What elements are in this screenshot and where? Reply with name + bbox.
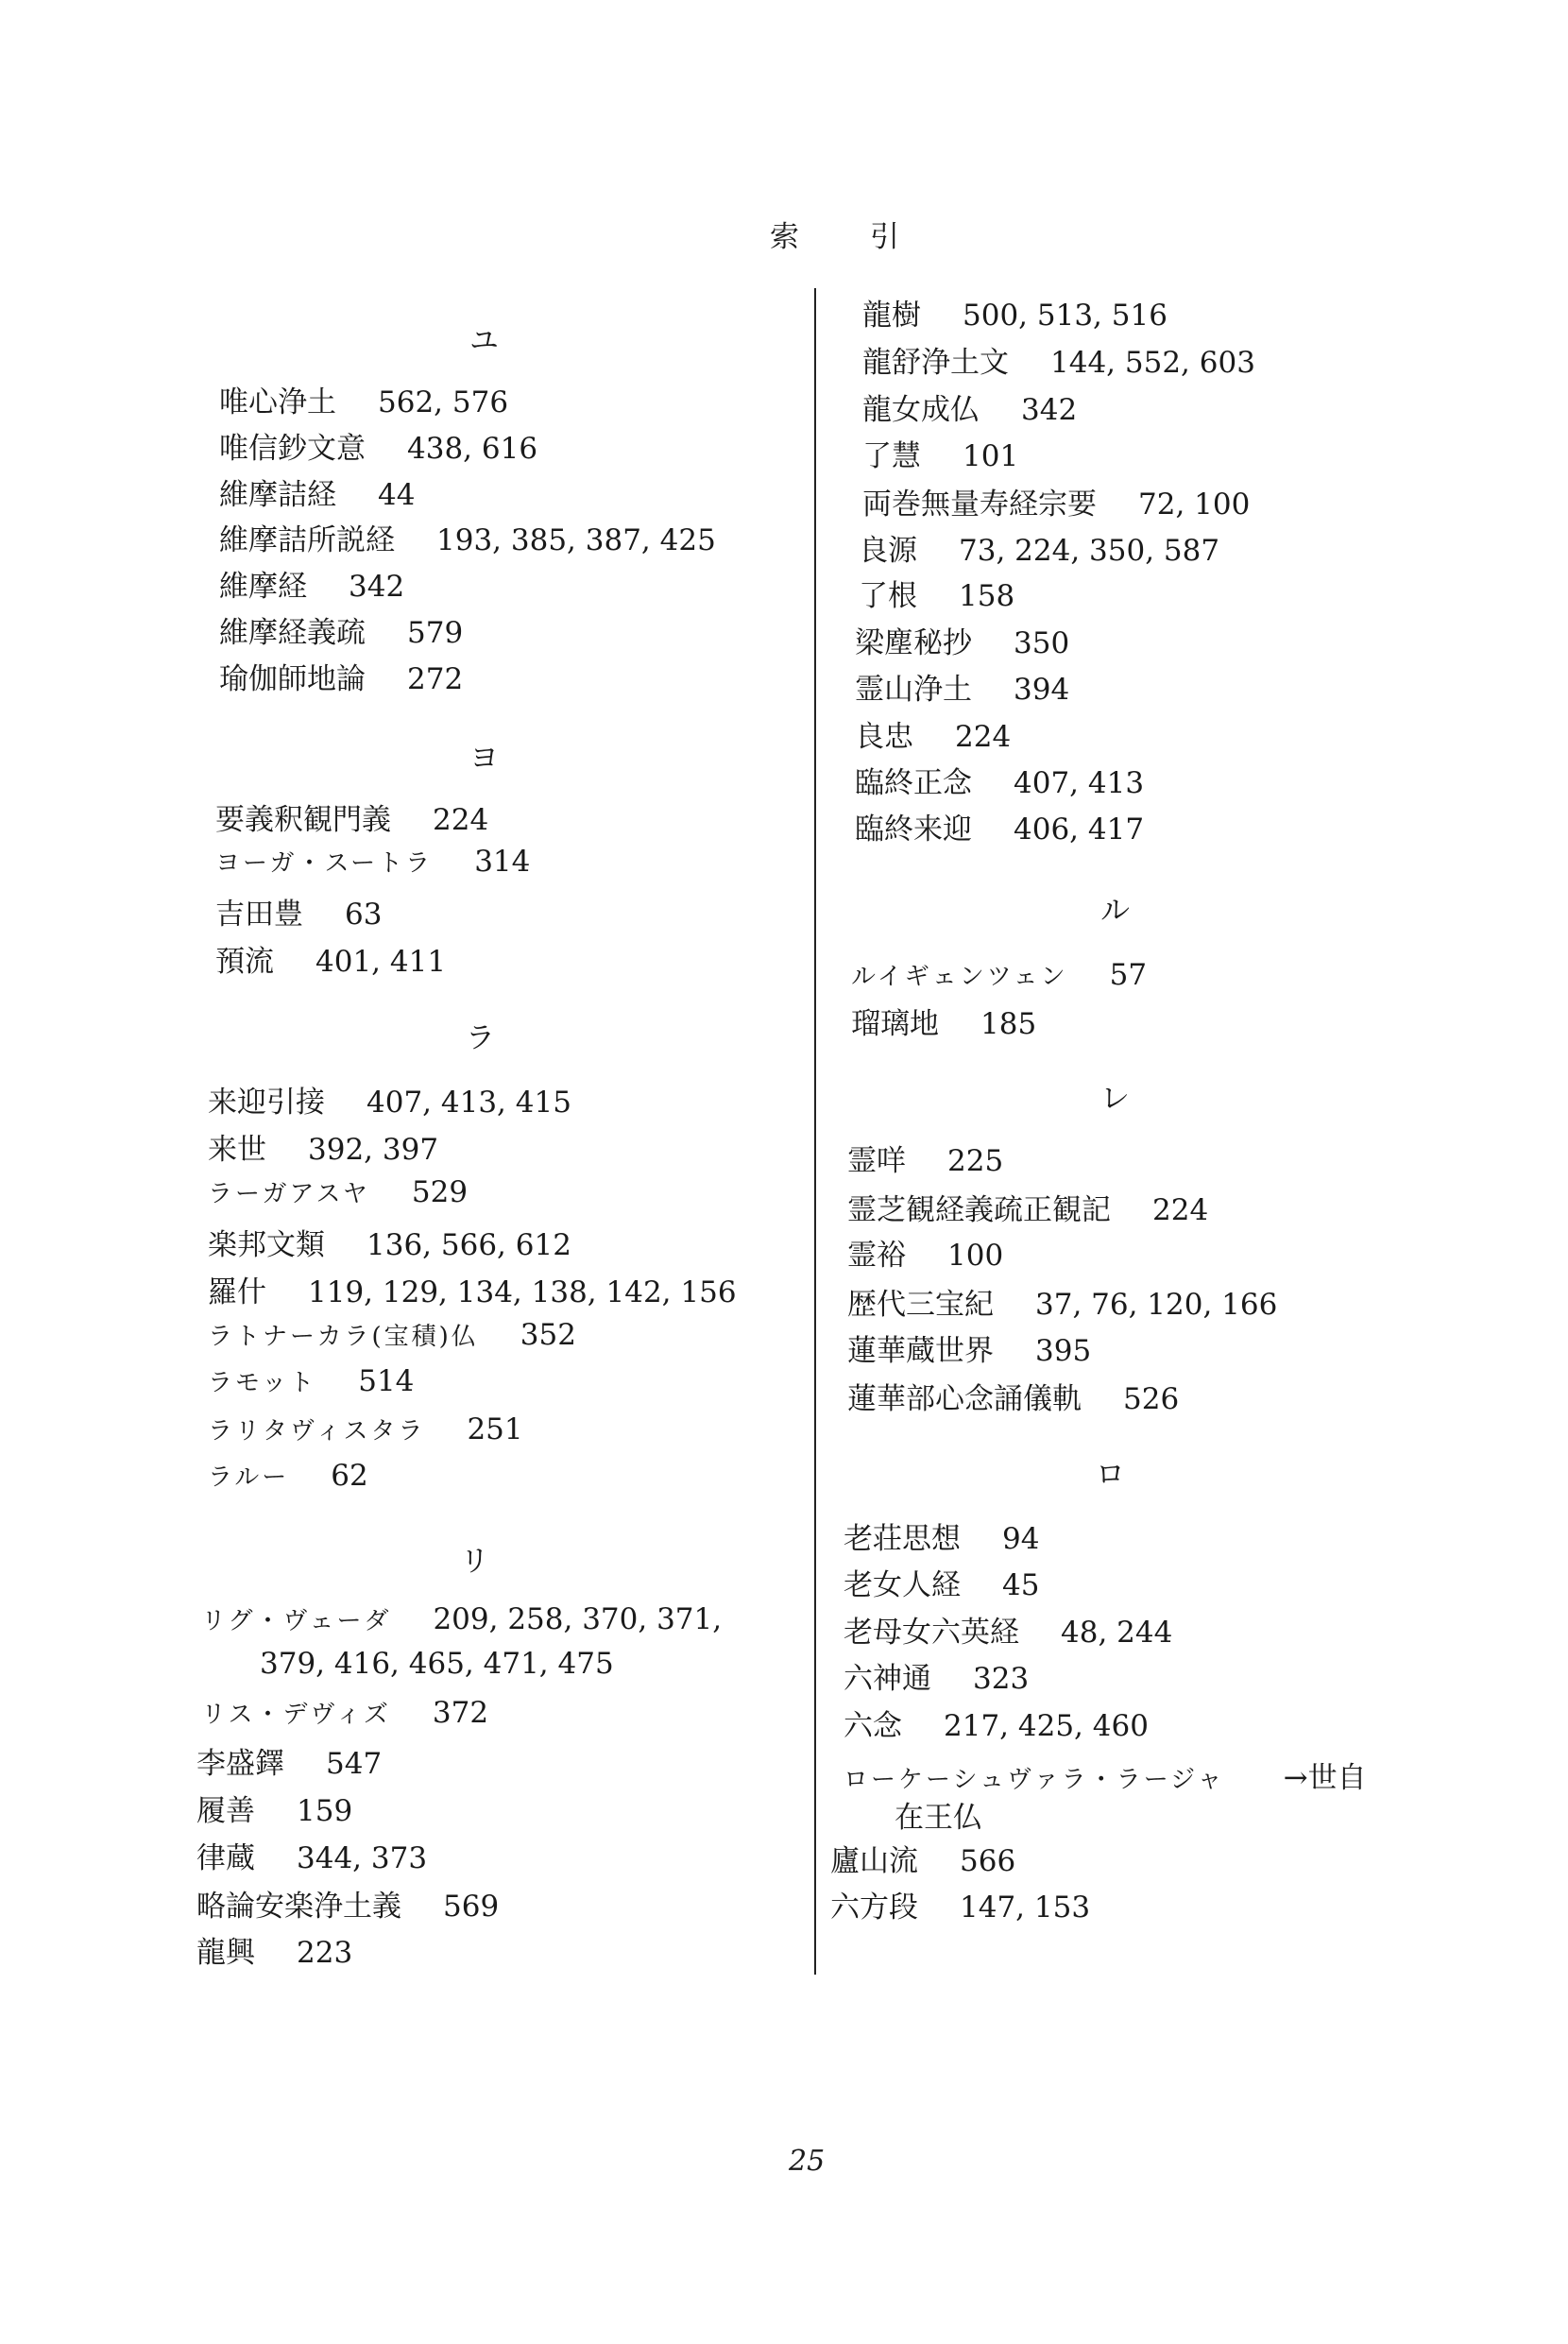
index-entry: 了慧 101 bbox=[862, 439, 1019, 473]
index-entry: 瑜伽師地論 272 bbox=[219, 662, 464, 696]
index-entry: 六念 217, 425, 460 bbox=[844, 1709, 1149, 1743]
index-entry: 預流 401, 411 bbox=[215, 945, 447, 979]
index-entry: 良源 73, 224, 350, 587 bbox=[859, 534, 1220, 568]
index-entry: 律蔵 344, 373 bbox=[196, 1841, 428, 1875]
section-heading-ri: リ bbox=[460, 1545, 489, 1579]
index-entry: 維摩詰経 44 bbox=[219, 478, 416, 512]
index-entry-continuation: 在王仏 bbox=[895, 1801, 982, 1835]
index-entry-continuation: 379, 416, 465, 471, 475 bbox=[260, 1647, 614, 1681]
index-entry: 吉田豊 63 bbox=[215, 898, 383, 932]
index-entry: 履善 159 bbox=[196, 1794, 353, 1828]
index-entry: 老女人経 45 bbox=[844, 1568, 1040, 1602]
index-entry: 来世 392, 397 bbox=[208, 1133, 439, 1167]
index-entry: リス・デヴィズ 372 bbox=[201, 1696, 489, 1730]
index-entry: 六方段 147, 153 bbox=[830, 1891, 1091, 1925]
index-entry: 楽邦文類 136, 566, 612 bbox=[208, 1228, 571, 1262]
index-entry: 唯信鈔文意 438, 616 bbox=[219, 432, 538, 466]
index-entry: 霊咩 225 bbox=[847, 1144, 1004, 1178]
section-heading-ra: ラ bbox=[466, 1021, 495, 1055]
index-entry: 要義釈観門義 224 bbox=[215, 803, 489, 837]
index-entry: 蓮華蔵世界 395 bbox=[847, 1334, 1092, 1368]
index-entry: 来迎引接 407, 413, 415 bbox=[208, 1086, 571, 1120]
index-entry: ヨーガ・スートラ 314 bbox=[215, 845, 531, 879]
index-entry: 維摩詰所説経 193, 385, 387, 425 bbox=[219, 523, 716, 557]
page-number: 25 bbox=[789, 2145, 826, 2178]
index-entry: 霊芝観経義疏正観記 224 bbox=[847, 1193, 1209, 1227]
index-entry: 霊裕 100 bbox=[847, 1239, 1004, 1273]
index-entry: 六神通 323 bbox=[844, 1662, 1030, 1696]
index-entry: ラトナーカラ(宝積)仏 352 bbox=[208, 1318, 576, 1352]
index-entry: 臨終正念 407, 413 bbox=[855, 766, 1145, 800]
index-entry: 唯心浄土 562, 576 bbox=[219, 385, 509, 419]
index-entry: 霊山浄土 394 bbox=[855, 673, 1070, 707]
index-entry: 蓮華部心念誦儀軌 526 bbox=[847, 1382, 1180, 1416]
index-entry: 龍興 223 bbox=[196, 1936, 353, 1970]
index-entry: 臨終来迎 406, 417 bbox=[855, 813, 1145, 847]
section-heading-ru: ル bbox=[1100, 894, 1130, 928]
index-entry: 梁塵秘抄 350 bbox=[855, 626, 1070, 660]
index-entry: ラモット 514 bbox=[208, 1364, 415, 1398]
index-entry: ラリタヴィスタラ 251 bbox=[208, 1412, 523, 1446]
section-heading-re: レ bbox=[1100, 1082, 1130, 1116]
index-entry: 両巻無量寿経宗要 72, 100 bbox=[862, 488, 1251, 522]
index-entry: ラルー 62 bbox=[208, 1459, 368, 1493]
index-entry: 維摩経義疏 579 bbox=[219, 616, 464, 650]
index-entry: 廬山流 566 bbox=[830, 1844, 1016, 1878]
index-entry: 瑠璃地 185 bbox=[851, 1007, 1037, 1041]
index-entry: 羅什 119, 129, 134, 138, 142, 156 bbox=[208, 1275, 737, 1309]
index-entry: ラーガアスヤ 529 bbox=[208, 1175, 469, 1209]
index-entry: 維摩経 342 bbox=[219, 570, 405, 604]
index-entry: 老荘思想 94 bbox=[844, 1522, 1040, 1556]
index-entry: 龍舒浄土文 144, 552, 603 bbox=[862, 346, 1255, 380]
column-divider bbox=[814, 288, 816, 1975]
index-entry: 李盛鐸 547 bbox=[196, 1747, 383, 1781]
index-entry: 老母女六英経 48, 244 bbox=[844, 1616, 1173, 1650]
index-entry: ルイギェンツェン 57 bbox=[851, 958, 1148, 992]
section-heading-yu: ユ bbox=[469, 324, 499, 358]
index-entry: 龍女成仏 342 bbox=[862, 393, 1078, 427]
index-entry: 了根 158 bbox=[859, 579, 1015, 613]
index-entry: 略論安楽浄土義 569 bbox=[196, 1890, 500, 1924]
page-title: 索引 bbox=[770, 220, 970, 254]
index-entry: ローケーシュヴァラ・ラージャ →世自 bbox=[844, 1761, 1367, 1795]
index-entry: 龍樹 500, 513, 516 bbox=[862, 299, 1167, 333]
index-entry: 良忠 224 bbox=[855, 720, 1012, 754]
index-entry: リグ・ヴェーダ 209, 258, 370, 371, bbox=[201, 1602, 723, 1636]
section-heading-yo: ヨ bbox=[469, 742, 499, 776]
section-heading-ro: ロ bbox=[1096, 1458, 1125, 1492]
index-entry: 歴代三宝紀 37, 76, 120, 166 bbox=[847, 1288, 1278, 1322]
